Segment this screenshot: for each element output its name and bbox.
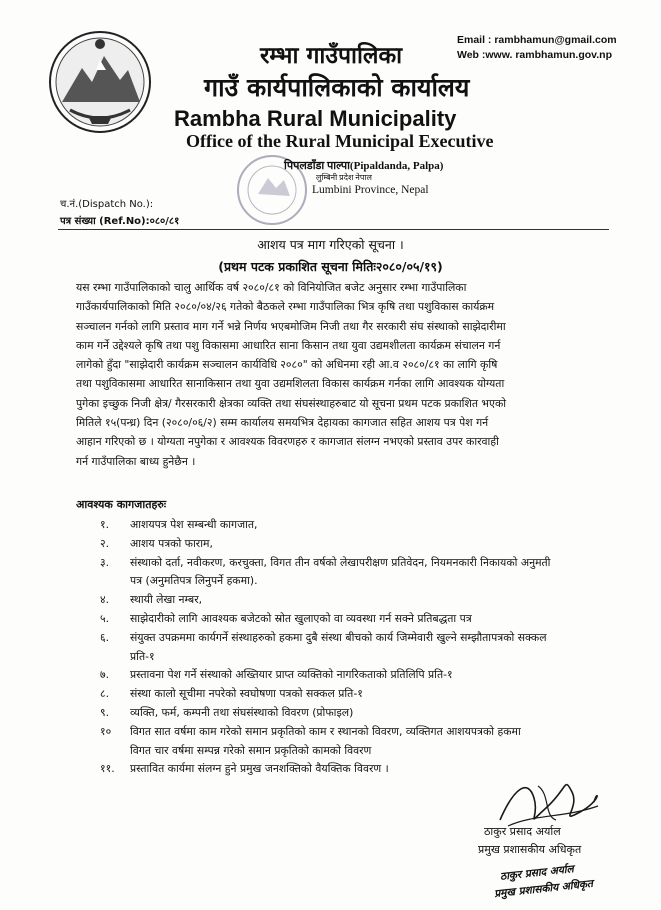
dispatch-number-label: च.नं.(Dispatch No.): (60, 199, 154, 210)
item-text: स्थायी लेखा नम्बर, (130, 593, 203, 607)
nepali-municipality-name: रम्भा गाउँपालिका (260, 43, 403, 69)
required-documents-list (100, 516, 620, 779)
paragraph-line: पुगेका इच्छुक निजी क्षेत्र/ गैरसरकारी क्षेत्रका व्यक्ति तथा संघसंस्थाहरुबाट यो सूचना प्रथम पटक प्रकाशित भएको (76, 396, 507, 410)
item-number (100, 648, 130, 667)
website-line: Web :www. rambhamun.gov.np (457, 49, 612, 61)
item-number: २. (100, 536, 110, 550)
english-office-name: Office of the Rural Municipal Executive (186, 131, 494, 151)
item-number: १. (100, 518, 110, 531)
required-documents-heading: आवश्यक कागजातहरुः (76, 498, 167, 511)
list-item (100, 591, 620, 610)
item-number: ९. (100, 705, 110, 719)
notice-subtitle: (प्रथम पटक प्रकाशित सूचना मितिः२०८०/०५/१९) (218, 259, 443, 274)
list-item (100, 610, 620, 629)
item-number (100, 572, 130, 591)
list-item (100, 666, 620, 685)
nepal-emblem-logo (48, 30, 152, 134)
item-text: विगत सात वर्षमा काम गरेको समान प्रकृतिको काम र स्थानको विवरण, व्यक्तिगत आशयपत्रको हकमा (130, 724, 521, 738)
item-number: १० (100, 724, 112, 738)
item-text: विगत चार वर्षमा सम्पन्न गरेको समान प्रकृतिको कामको विवरण (130, 743, 372, 757)
list-item (100, 516, 620, 535)
name-stamp-title: प्रमुख प्रशासकीय अधिकृत (493, 877, 594, 901)
email-line: Email : rambhamun@gmail.com (457, 34, 617, 46)
address-line-province-nepali: लुम्बिनी प्रदेश नेपाल (316, 173, 372, 182)
address-line-pipaldanda: पिपलडाँडा पाल्पा(Pipaldanda, Palpa) (284, 160, 444, 172)
list-item (100, 554, 620, 573)
item-text: प्रस्तावना पेश गर्ने संस्थाको अख्तियार प्राप्त व्यक्तिको नागरिकताको प्रतिलिपि प्रति-१ (130, 668, 453, 682)
english-municipality-name: Rambha Rural Municipality (174, 106, 457, 131)
list-item (100, 648, 620, 667)
item-text: संयुक्त उपक्रममा कार्यगर्ने संस्थाहरुको हकमा दुबै संस्था बीचको कार्य जिम्मेवारी खुल्ने सम्झौतापत्रको सक्कल (130, 630, 547, 644)
reference-number-label: पत्र संख्या (Ref.No):०८०/८१ (60, 216, 180, 227)
item-number: ११. (100, 762, 115, 776)
paragraph-line: सञ्चालन गर्नको लागि प्रस्ताव माग गर्ने भन्ने निर्णय भएबमोजिम निजी तथा गैर सरकारी संघ संस्थाको साझेदारीमा (76, 319, 506, 333)
item-number: ५. (100, 611, 110, 625)
list-item (100, 572, 620, 591)
list-item (100, 629, 620, 648)
item-text: साझेदारीको लागि आवश्यक बजेटको स्रोत खुलाएको वा व्यवस्था गर्न सक्ने प्रतिबद्धता पत्र (130, 611, 472, 625)
address-line-province-english: Lumbini Province, Nepal (312, 184, 429, 196)
item-number: ६. (100, 630, 110, 644)
item-text: आशय पत्रको फाराम, (130, 536, 213, 550)
item-number: ७. (100, 668, 110, 682)
list-item (100, 685, 620, 704)
nepali-office-name: गाउँ कार्यपालिकाको कार्यालय (204, 73, 470, 102)
paragraph-line: आहान गरिएको छ । योग्यता नपुगेका र आवश्यक विवरणहरु र कागजात संलग्न नभएको प्रस्ताव उपर कारवाही (76, 435, 499, 449)
item-number: ३. (100, 555, 110, 569)
item-text: व्यक्ति, फर्म, कम्पनी तथा संघसंस्थाको विवरण (प्रोफाइल) (130, 705, 354, 719)
item-text: प्रस्तावित कार्यमा संलग्न हुने प्रमुख जनशक्तिको वैयक्तिक विवरण । (130, 762, 389, 776)
signer-name: ठाकुर प्रसाद अर्याल (484, 825, 561, 838)
item-number: ४. (100, 593, 110, 607)
item-number: ८. (100, 687, 110, 701)
paragraph-line: काम गर्ने उद्देश्यले कृषि तथा पशु विकासमा आधारित साना किसान तथा युवा उद्यमशीलता कार्यक्रम संचालन गर्न (76, 338, 501, 352)
notice-paragraph (76, 278, 614, 471)
item-text: संस्था कालो सूचीमा नपरेको स्वघोषणा पत्रको सक्कल प्रति-१ (130, 687, 363, 701)
item-text: संस्थाको दर्ता, नवीकरण, करचुक्ता, विगत तीन वर्षको लेखापरीक्षण प्रतिवेदन, नियमनकारी निकायको अनुमती (130, 555, 551, 569)
paragraph-line: यस रम्भा गाउँपालिकाको चालु आर्थिक वर्ष २०८०/८१ को विनियोजित बजेट अनुसार रम्भा गाउँपालिका (76, 281, 467, 294)
paragraph-line: गाउँकार्यपालिकाको मिति २०८०/०४/२६ गतेको बैठकले रम्भा गाउँपालिका भित्र कृषि तथा पशुविकास कार्यक्रम (76, 300, 495, 314)
list-item (100, 723, 620, 742)
list-item (100, 535, 620, 554)
item-text: पत्र (अनुमतिपत्र लिनुपर्ने हकमा). (130, 574, 258, 588)
item-text: प्रति-१ (130, 649, 155, 663)
list-item (100, 704, 620, 723)
item-number (100, 742, 130, 761)
notice-title: आशय पत्र माग गरिएको सूचना । (257, 237, 404, 252)
paragraph-line: मितिले १५(पन्ध्र) दिन (२०८०/०६/२) सम्म कार्यालय समयभित्र देहायका कागजात सहित आशय पत्र पेश गर्न (76, 416, 489, 430)
paragraph-line: लागेको हुँदा "साझेदारी कार्यक्रम सञ्चालन कार्यविधि २०८०" को अधिनमा रही आ.व २०८०/८१ का लागि कृषि (76, 358, 498, 372)
paragraph-line: तथा पशुविकासमा आधारित सानाकिसान तथा युवा उद्यमशिलता विकास कार्यक्रम गर्नका लागि आवश्यक योग्यता (76, 377, 505, 391)
paragraph-line: गर्न गाउँपालिका बाध्य हुनेछैन । (76, 454, 196, 468)
signer-title: प्रमुख प्रशासकीय अधिकृत (478, 843, 582, 856)
list-item (100, 742, 620, 761)
header-divider (58, 229, 609, 230)
name-stamp-name: ठाकुर प्रसाद अर्याल (499, 863, 575, 883)
item-text: आशयपत्र पेश सम्बन्धी कागजात, (130, 518, 258, 531)
